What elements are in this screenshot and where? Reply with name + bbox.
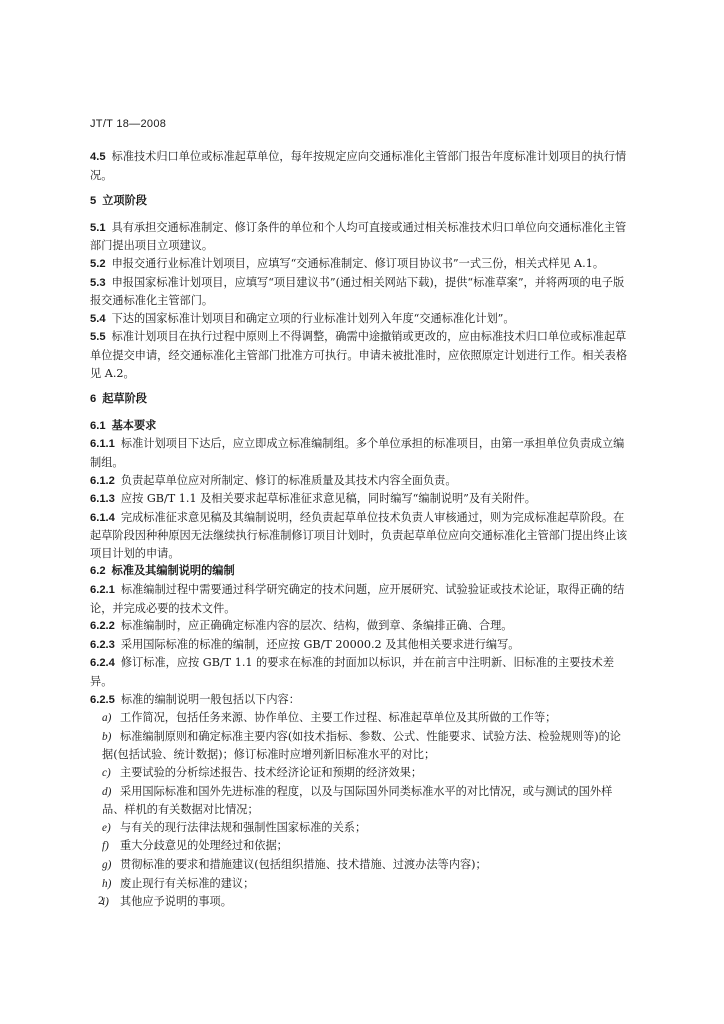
clause-5-1: 5.1 具有承担交通标准制定、修订条件的单位和个人均可直接或通过相关标准技术归口单位向交通标准化主管部门提出项目立项建议。 xyxy=(90,220,627,253)
page-number: 2 xyxy=(98,893,104,907)
clause-5-4: 5.4 下达的国家标准计划项目和确定立项的行业标准计划列入年度“交通标准化计划”。 xyxy=(90,311,515,325)
section-heading-6: 6 起草阶段 xyxy=(90,391,147,406)
list-item: f) 重大分歧意见的处理经过和依据； xyxy=(102,839,288,853)
subsection-heading-6-2: 6.2 标准及其编制说明的编制 xyxy=(90,563,235,578)
list-item: b) 标准编制原则和确定标准主要内容(如技术指标、参数、公式、性能要求、试验方法、检验规则等)的论据(包括试验、统计数据)；修订标准时应增列新旧标准水平的对比； xyxy=(102,729,621,762)
clause-6-2-1: 6.2.1 标准编制过程中需要通过科学研究确定的技术问题，应开展研究、试验验证或技术论证，取得正确的结论，并完成必要的技术文件。 xyxy=(90,583,625,615)
clause-5-3: 5.3 申报国家标准计划项目，应填写“项目建议书”(通过相关网站下载)，提供“标准草案”，并将两项的电子版报交通标准化主管部门。 xyxy=(90,275,625,308)
document-body xyxy=(90,148,632,912)
clause-6-2-3: 6.2.3 采用国际标准的标准的编制，还应按 GB/T 20000.2 及其他相关要求进行编写。 xyxy=(90,637,520,651)
clause-5-2: 5.2 申报交通行业标准计划项目，应填写“交通标准制定、修订项目协议书”一式三份，相关式样见 A.1。 xyxy=(90,256,605,270)
clause-6-1-2: 6.1.2 负责起草单位应对所制定、修订的标准质量及其技术内容全面负责。 xyxy=(90,473,457,487)
clause-6-1-3: 6.1.3 应按 GB/T 1.1 及相关要求起草标准征求意见稿，同时编写“编制说明”及有关附件。 xyxy=(90,492,536,506)
list-item: g) 贯彻标准的要求和措施建议(包括组织措施、技术措施、过渡办法等内容)； xyxy=(102,857,487,871)
list-item: e) 与有关的现行法律法规和强制性国家标准的关系； xyxy=(102,820,367,834)
clause-5-5: 5.5 标准计划项目在执行过程中原则上不得调整，确需中途撤销或更改的，应由标准技术归口单位或标准起草单位提交申请，经交通标准化主管部门批准方可执行。申请未被批准时，应依照原定计划进行工作。相关表格见 A.2。 xyxy=(90,330,628,380)
document-code-header: JT/T 18—2008 xyxy=(90,118,167,130)
clause-6-1-4: 6.1.4 完成标准征求意见稿及其编制说明，经负责起草单位技术负责人审核通过，则为完成标准起草阶段。在起草阶段因种种原因无法继续执行标准制修订项目计划时，负责起草单位应向交通标准化主管部门提出终止该项目计划的申请。 xyxy=(90,510,628,560)
clause-6-2-4: 6.2.4 修订标准，应按 GB/T 1.1 的要求在标准的封面加以标识，并在前言中注明新、旧标准的主要技术差异。 xyxy=(90,656,615,689)
clause-6-1-1: 6.1.1 标准计划项目下达后，应立即成立标准编制组。多个单位承担的标准项目，由第一承担单位负责成立编制组。 xyxy=(90,437,625,469)
subsection-heading-6-1: 6.1 基本要求 xyxy=(90,417,157,432)
clause-4-5: 4.5 标准技术归口单位或标准起草单位，每年按规定应向交通标准化主管部门报告年度标准计划项目的执行情况。 xyxy=(90,150,627,182)
clause-6-2-5: 6.2.5 标准的编制说明一般包括以下内容： xyxy=(90,692,300,706)
list-item: i) 其他应予说明的事项。 xyxy=(102,895,232,909)
list-item: d) 采用国际标准和国外先进标准的程度，以及与国际国外同类标准水平的对比情况，或与测试的国外样品、样机的有关数据对比情况； xyxy=(102,784,613,817)
explanation-item-list xyxy=(90,709,632,912)
list-item: h) 废止现行有关标准的建议； xyxy=(102,876,255,890)
list-item: a) 工作简况，包括任务来源、协作单位、主要工作过程、标准起草单位及其所做的工作等； xyxy=(102,711,557,725)
section-heading-5: 5 立项阶段 xyxy=(90,193,147,208)
clause-6-2-2: 6.2.2 标准编制时，应正确确定标准内容的层次、结构，做到章、条编排正确、合理。 xyxy=(90,619,513,633)
list-item: c) 主要试验的分析综述报告、技术经济论证和预期的经济效果； xyxy=(102,766,423,779)
